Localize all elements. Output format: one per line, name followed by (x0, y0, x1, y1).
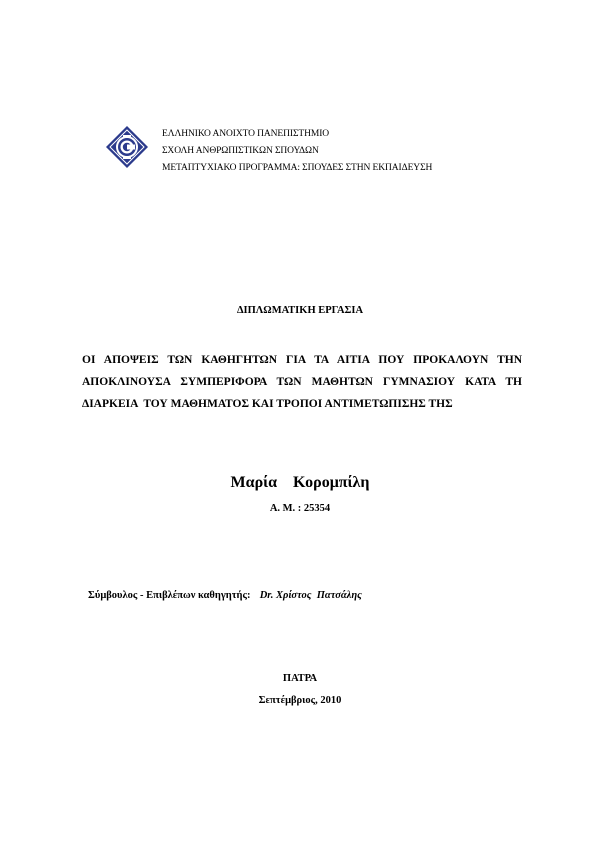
university-seal-icon (106, 126, 148, 168)
advisor-line (88, 590, 568, 601)
student-id: Α. Μ. : 25354 (269, 503, 331, 514)
city: ΠΑΤΡΑ (282, 673, 318, 684)
advisor-label: Σύμβουλος - Επιβλέπων καθηγητής: (88, 590, 251, 601)
university-name: ΕΛΛΗΝΙΚΟ ΑΝΟΙΧΤΟ ΠΑΝΕΠΙΣΤΗΜΙΟ (162, 129, 330, 139)
title-line-3: ΔΙΑΡΚΕΙΑ ΤΟΥ ΜΑΘΗΜΑΤΟΣ ΚΑΙ ΤΡΟΠΟΙ ΑΝΤΙΜΕΤΩΠΙΣΗΣ ΤΗΣ (82, 398, 453, 410)
advisor-name: Dr. Χρίστος Πατσάλης (259, 590, 362, 601)
document-type: ΔΙΠΛΩΜΑΤΙΚΗ ΕΡΓΑΣΙΑ (236, 305, 364, 316)
thesis-title (82, 349, 522, 415)
title-line-2: ΑΠΟΚΛΙΝΟΥΣΑ ΣΥΜΠΕΡΙΦΟΡΑ ΤΩΝ ΜΑΘΗΤΩΝ ΓΥΜΝΑΣΙΟΥ ΚΑΤΑ ΤΗ (82, 376, 522, 388)
date: Σεπτέμβριος, 2010 (258, 695, 342, 706)
institution-header (162, 126, 562, 177)
title-line-1: ΟΙ ΑΠΟΨΕΙΣ ΤΩΝ ΚΑΘΗΓΗΤΩΝ ΓΙΑ ΤΑ ΑΙΤΙΑ ΠΟΥ ΠΡΟΚΑΛΟΥΝ ΤΗΝ (82, 354, 522, 366)
program-name: ΜΕΤΑΠΤΥΧΙΑΚΟ ΠΡΟΓΡΑΜΜΑ: ΣΠΟΥΔΕΣ ΣΤΗΝ ΕΚΠΑΙΔΕΥΣΗ (162, 163, 433, 173)
author-name: Μαρία Κορομπίλη (230, 474, 370, 491)
school-name: ΣΧΟΛΗ ΑΝΘΡΩΠΙΣΤΙΚΩΝ ΣΠΟΥΔΩΝ (162, 146, 319, 156)
